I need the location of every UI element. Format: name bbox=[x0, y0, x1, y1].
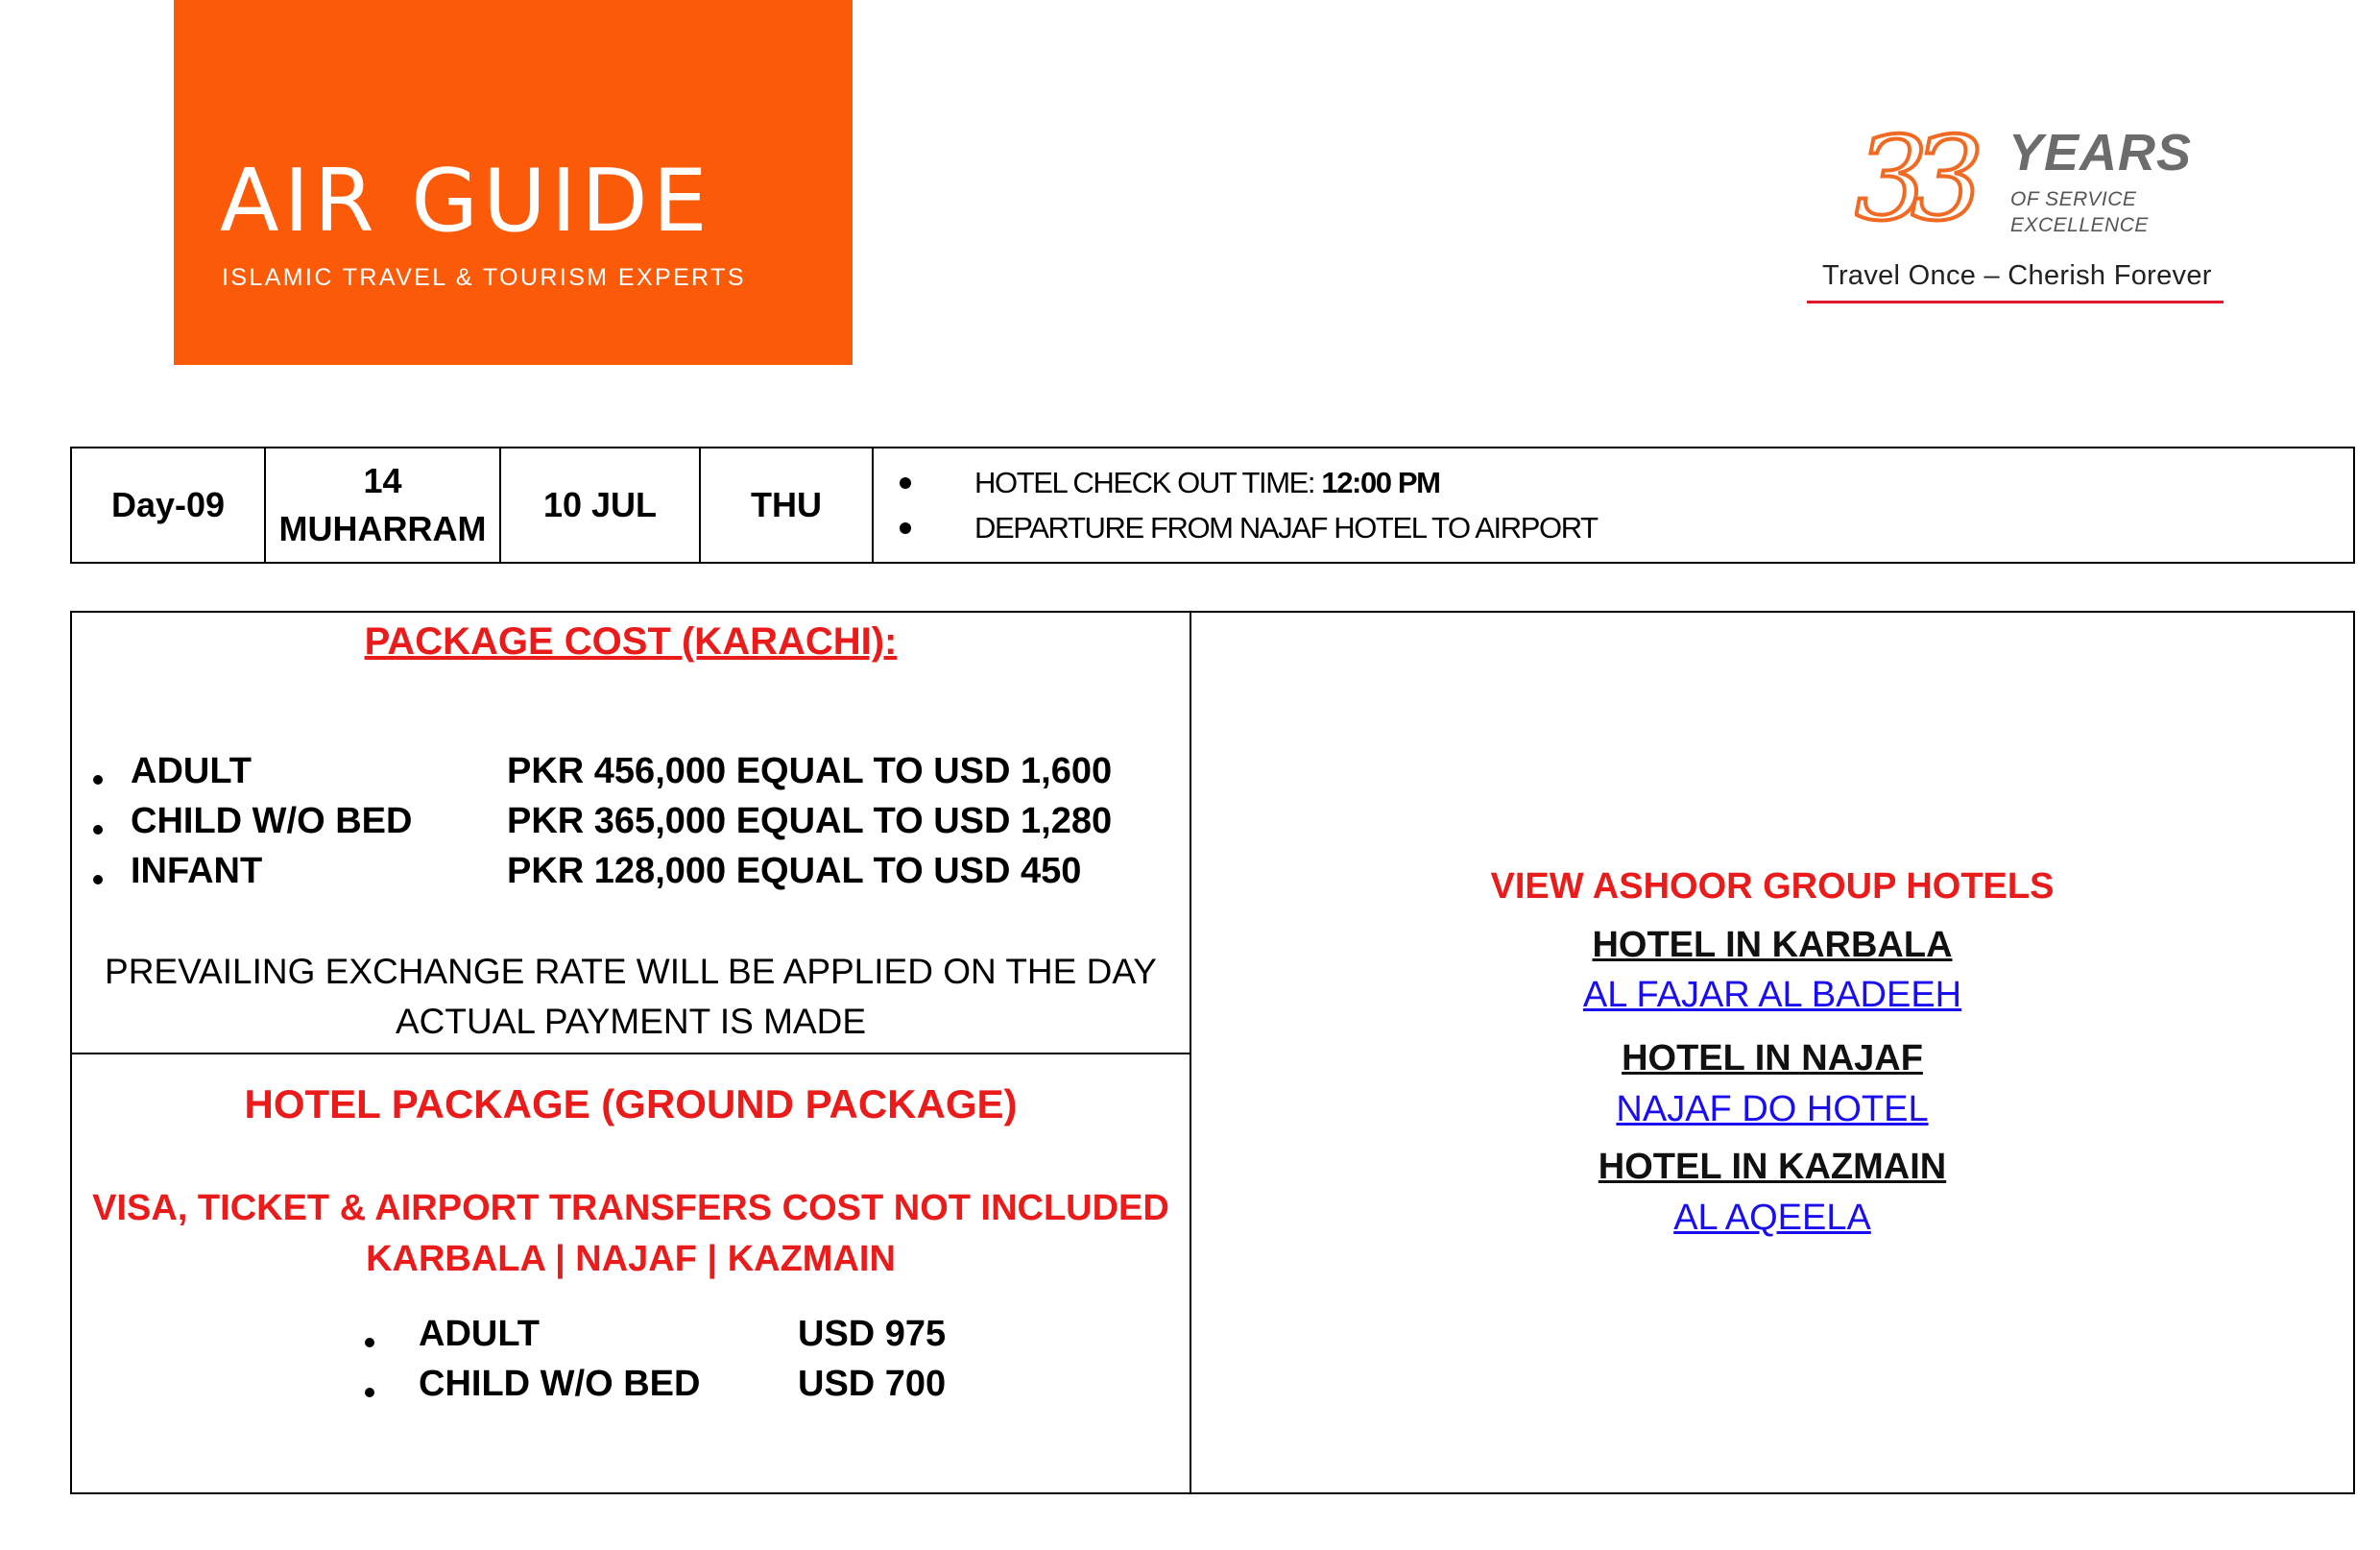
bullet-icon bbox=[900, 522, 911, 534]
note-checkout-text: HOTEL CHECK OUT TIME: bbox=[974, 466, 1322, 499]
anniversary-sub-line1: OF SERVICE bbox=[2010, 188, 2137, 210]
hijri-date bbox=[265, 448, 500, 563]
note-checkout-time: 12:00 PM bbox=[1321, 466, 1440, 499]
logo-title: AIR GUIDE bbox=[220, 151, 712, 252]
note-departure-text: DEPARTURE FROM NAJAF HOTEL TO AIRPORT bbox=[974, 511, 1598, 545]
anniversary-number-graphic bbox=[1855, 123, 2008, 238]
exclusion-line1: VISA, TICKET & AIRPORT TRANSFERS COST NOT INCLUDED bbox=[92, 1188, 1169, 1228]
logo-subtitle: ISLAMIC TRAVEL & TOURISM EXPERTS bbox=[222, 264, 746, 291]
air-guide-logo bbox=[174, 0, 853, 365]
note-checkout bbox=[874, 460, 2353, 505]
exclusion-line2: KARBALA | NAJAF | KAZMAIN bbox=[366, 1239, 896, 1279]
package-left-column bbox=[72, 613, 1191, 1492]
bullet-icon bbox=[365, 1388, 374, 1397]
exchange-rate-note-line2: ACTUAL PAYMENT IS MADE bbox=[396, 1002, 866, 1041]
hotel-heading-karbala: HOTEL IN KARBALA bbox=[1592, 925, 1953, 965]
day-notes bbox=[873, 448, 2354, 563]
hotel-price-adult: USD 975 bbox=[798, 1314, 947, 1354]
package-box bbox=[70, 611, 2355, 1494]
cost-label-adult: ADULT bbox=[131, 751, 252, 791]
hijri-month: MUHARRAM bbox=[278, 509, 487, 548]
hotel-label-child: CHILD W/O BED bbox=[419, 1364, 701, 1404]
day-label: Day-09 bbox=[71, 448, 265, 563]
hotel-link-najaf[interactable]: NAJAF DO HOTEL bbox=[1616, 1089, 1929, 1129]
gregorian-date: 10 JUL bbox=[500, 448, 700, 563]
hotel-link-karbala-wrap bbox=[1190, 975, 2355, 1016]
hotel-heading-kazmain: HOTEL IN KAZMAIN bbox=[1598, 1147, 1947, 1187]
bullet-icon bbox=[900, 477, 911, 489]
anniversary-sub-line2: EXCELLENCE bbox=[2010, 214, 2149, 236]
bullet-icon bbox=[93, 875, 103, 884]
hotel-label-adult: ADULT bbox=[419, 1314, 540, 1354]
exclusion-note bbox=[72, 1183, 1190, 1285]
cost-price-child: PKR 365,000 EQUAL TO USD 1,280 bbox=[507, 801, 1113, 841]
hotels-title: VIEW ASHOOR GROUP HOTELS bbox=[1490, 866, 2055, 907]
anniversary-subtitle bbox=[2010, 186, 2149, 238]
itinerary-row bbox=[71, 448, 2354, 563]
anniversary-badge bbox=[1807, 113, 2224, 315]
package-cost-title: PACKAGE COST (KARACHI): bbox=[364, 620, 898, 663]
tagline-underline bbox=[1807, 301, 2224, 303]
bullet-icon bbox=[93, 775, 103, 785]
cost-price-infant: PKR 128,000 EQUAL TO USD 450 bbox=[507, 851, 1082, 891]
hotel-heading-najaf: HOTEL IN NAJAF bbox=[1622, 1038, 1923, 1078]
anniversary-number: 33 bbox=[1855, 123, 1967, 238]
bullet-icon bbox=[365, 1338, 374, 1347]
hotel-package-title: HOTEL PACKAGE (GROUND PACKAGE) bbox=[244, 1081, 1018, 1126]
exchange-rate-note-line1: PREVAILING EXCHANGE RATE WILL BE APPLIED ON THE DAY bbox=[105, 952, 1157, 991]
hijri-day: 14 bbox=[363, 461, 402, 500]
hotel-link-kazmain-wrap bbox=[1190, 1198, 2355, 1239]
hotel-link-najaf-wrap bbox=[1190, 1089, 2355, 1130]
hotel-link-kazmain[interactable]: AL AQEELA bbox=[1673, 1198, 1871, 1238]
cost-label-child: CHILD W/O BED bbox=[131, 801, 413, 841]
cost-label-infant: INFANT bbox=[131, 851, 263, 891]
bullet-icon bbox=[93, 825, 103, 835]
hotel-link-karbala[interactable]: AL FAJAR AL BADEEH bbox=[1582, 975, 1962, 1015]
section-divider bbox=[72, 1053, 1190, 1054]
hotel-price-child: USD 700 bbox=[798, 1364, 947, 1404]
exchange-rate-note bbox=[72, 947, 1190, 1047]
anniversary-years: YEARS bbox=[2008, 124, 2193, 182]
cost-price-adult: PKR 456,000 EQUAL TO USD 1,600 bbox=[507, 751, 1113, 791]
weekday: THU bbox=[700, 448, 873, 563]
tagline: Travel Once – Cherish Forever bbox=[1822, 260, 2212, 291]
note-departure bbox=[874, 505, 2353, 550]
itinerary-day-row bbox=[70, 447, 2355, 564]
